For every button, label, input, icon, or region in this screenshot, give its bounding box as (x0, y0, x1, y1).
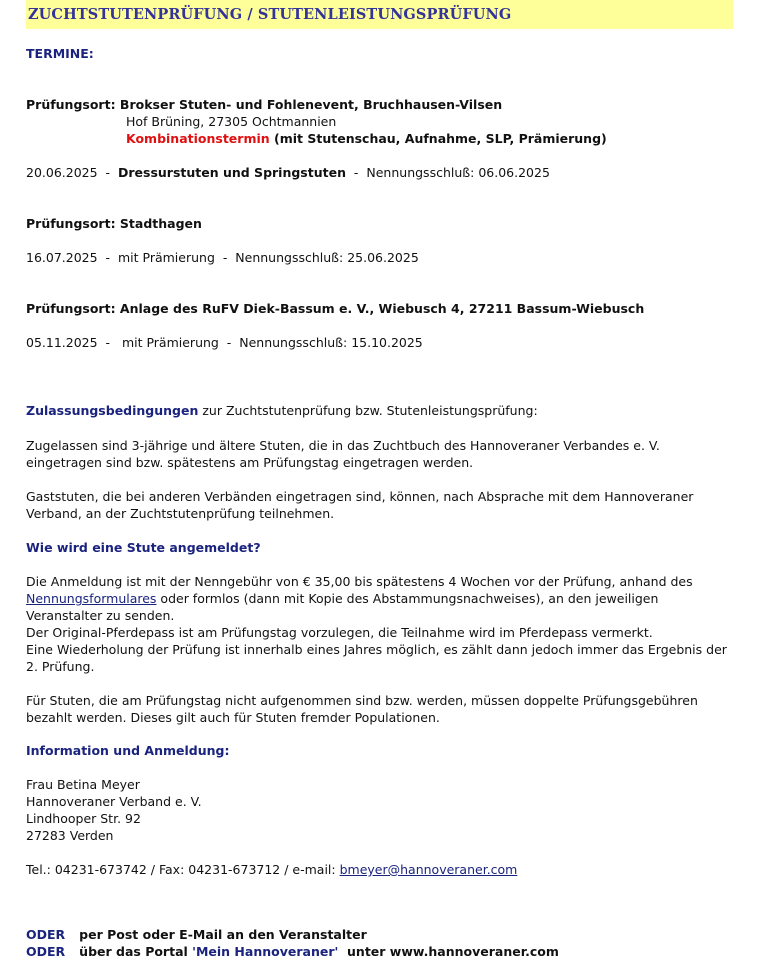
zulassungsbedingungen-link[interactable]: Zulassungsbedingungen (26, 403, 199, 418)
venue-1-date-line (26, 165, 550, 180)
contact-city: 27283 Verden (26, 828, 114, 843)
venue-3-label: Prüfungsort: Anlage des RuFV Diek-Bassum e. V., Wiebusch 4, 27211 Bassum-Wiebusch (26, 301, 645, 316)
venue-1-address: Hof Brüning, 27305 Ochtmannien (126, 114, 337, 129)
nennungsformulare-link[interactable]: Nennungsformulares (26, 591, 157, 606)
mein-hannoveraner-link[interactable]: 'Mein Hannoveraner' (192, 944, 339, 959)
separator: - (345, 165, 367, 180)
anmeldung-paragraph-1 (26, 573, 738, 624)
page-title: ZUCHTSTUTENPRÜFUNG / STUTENLEISTUNGSPRÜFUNG (28, 6, 512, 23)
separator: - (97, 165, 118, 180)
oder-label: ODER (26, 927, 66, 942)
oder-text-portal: über das Portal (79, 944, 193, 959)
oder-label: ODER (26, 944, 66, 959)
oder-line-1 (26, 927, 367, 942)
venue-1-description: Dressurstuten und Springstuten (117, 165, 346, 180)
zulassung-paragraph-1: Zugelassen sind 3-jährige und ältere Stuten, die in das Zuchtbuch des Hannoveraner Verbandes e. V. eingetragen sind bzw. spätestens am Prüfungstag eingetragen werden. (26, 438, 660, 470)
contact-organization: Hannoveraner Verband e. V. (26, 794, 202, 809)
anmeldung-paragraph-4: Für Stuten, die am Prüfungstag nicht aufgenommen sind bzw. werden, müssen doppelte Prüfungsgebühren bezahlt werden. Dieses gilt auch für Stuten fremder Populationen. (26, 693, 698, 725)
venue-1-deadline: Nennungsschluß: 06.06.2025 (366, 165, 550, 180)
info-heading: Information und Anmeldung: (26, 743, 230, 758)
email-link[interactable]: bmeyer@hannoveraner.com (339, 862, 518, 877)
anmeldung-text-after: oder formlos (dann mit Kopie des Abstammungsnachweises), an den jeweiligen Veranstalter zu senden. (26, 591, 659, 623)
venue-3-date-line: 05.11.2025 - mit Prämierung - Nennungsschluß: 15.10.2025 (26, 335, 423, 350)
oder-line-2 (26, 944, 559, 959)
termine-heading: TERMINE: (26, 46, 94, 61)
oder-text-post: per Post oder E-Mail an den Veranstalter (79, 927, 367, 942)
contact-line (26, 862, 517, 877)
phone-fax-text: Tel.: 04231-673742 / Fax: 04231-673712 / e-mail: (26, 862, 340, 877)
zulassung-paragraph-2: Gaststuten, die bei anderen Verbänden eingetragen sind, können, nach Absprache mit dem Hannoveraner Verband, an der Zuchtstutenprüfung teilnehmen. (26, 489, 694, 521)
combination-label: Kombinationstermin (126, 131, 270, 146)
oder-text-website: unter www.hannoveraner.com (338, 944, 559, 959)
venue-2-date-line: 16.07.2025 - mit Prämierung - Nennungsschluß: 25.06.2025 (26, 250, 419, 265)
zulassung-line (26, 403, 538, 418)
page-title-banner (26, 0, 733, 29)
anmeldung-paragraph-3: Eine Wiederholung der Prüfung ist innerhalb eines Jahres möglich, es zählt dann jedoch immer das Ergebnis der 2. Prüfung. (26, 642, 727, 674)
venue-1-date: 20.06.2025 (26, 165, 98, 180)
anmeldung-paragraph-2: Der Original-Pferdepass ist am Prüfungstag vorzulegen, die Teilnahme wird im Pferdepass vermerkt. (26, 625, 653, 640)
venue-2-label: Prüfungsort: Stadthagen (26, 216, 202, 231)
venue-1-label: Prüfungsort: Brokser Stuten- und Fohlenevent, Bruchhausen-Vilsen (26, 97, 503, 112)
anmeldung-text: Die Anmeldung ist mit der Nenngebühr von € 35,00 bis spätestens 4 Wochen vor der Prüfung, anhand des (26, 574, 693, 589)
zulassung-text: zur Zuchtstutenprüfung bzw. Stutenleistungsprüfung: (198, 403, 538, 418)
combination-details: (mit Stutenschau, Aufnahme, SLP, Prämierung) (269, 131, 607, 146)
contact-name: Frau Betina Meyer (26, 777, 140, 792)
contact-street: Lindhooper Str. 92 (26, 811, 141, 826)
venue-1-combination (126, 131, 607, 146)
anmeldung-heading: Wie wird eine Stute angemeldet? (26, 540, 261, 555)
